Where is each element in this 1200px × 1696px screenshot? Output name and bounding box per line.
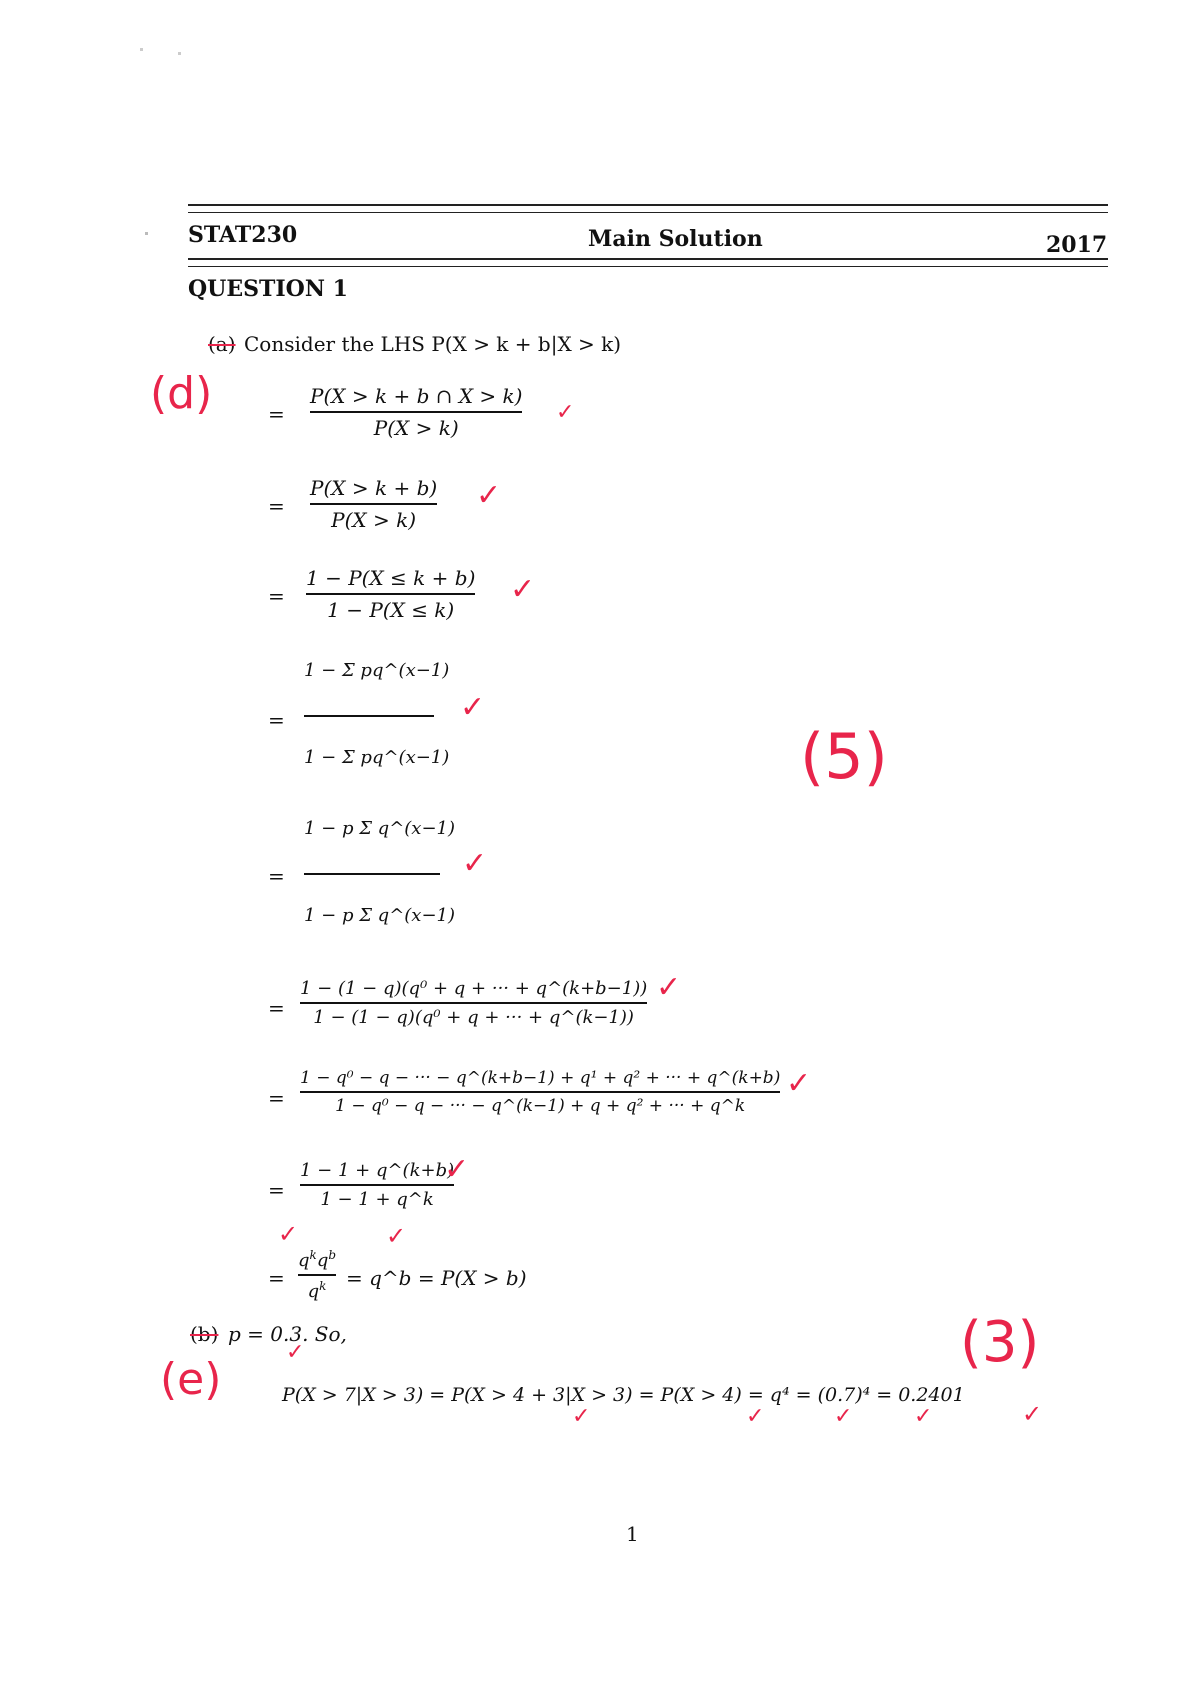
fraction-bar — [300, 1002, 647, 1004]
fraction-step-1 — [310, 384, 522, 440]
check-mark-icon: ✓ — [460, 690, 486, 725]
denominator: 1 − (1 − q)(q⁰ + q + ··· + q^(k−1)) — [313, 1006, 634, 1028]
equals-sign: = — [268, 1178, 285, 1202]
check-mark-icon: ✓ — [510, 572, 536, 607]
equals-sign: = — [268, 996, 285, 1020]
fraction-step-4 — [304, 660, 450, 768]
handwritten-score-b: (3) — [960, 1310, 1040, 1375]
check-mark-icon: ✓ — [278, 1220, 299, 1248]
doc-year: 2017 — [1046, 232, 1108, 258]
scan-speck — [145, 232, 148, 235]
check-mark-icon: ✓ — [834, 1404, 853, 1429]
handwritten-score-a: (5) — [800, 720, 888, 793]
check-mark-icon: ✓ — [914, 1404, 933, 1429]
check-mark-icon: ✓ — [386, 1222, 407, 1250]
numerator: P(X > k + b ∩ X > k) — [310, 384, 523, 408]
numerator: 1 − q⁰ − q − ··· − q^(k+b−1) + q¹ + q² + ··· + q^(k+b) — [300, 1068, 781, 1088]
numerator: 1 − p Σ q^(x−1) — [304, 818, 456, 839]
check-mark-icon: ✓ — [444, 1152, 470, 1187]
denominator: 1 − 1 + q^k — [320, 1188, 434, 1210]
part-a-intro: Consider the LHS P(X > k + b|X > k) — [244, 332, 622, 356]
fraction-step-2 — [310, 476, 437, 532]
fraction-step-8 — [300, 1160, 454, 1210]
fraction-bar — [304, 715, 434, 717]
equals-sign: = — [268, 1086, 285, 1110]
part-b-intro: p = 0.3. So, — [228, 1322, 347, 1346]
fraction-bar — [310, 503, 437, 505]
header-rule-top — [188, 204, 1108, 206]
denominator: P(X > k) — [331, 507, 417, 532]
fraction-bar — [304, 873, 440, 875]
numerator: 1 − (1 − q)(q⁰ + q + ··· + q^(k+b−1)) — [300, 978, 648, 999]
equals-sign: = — [268, 864, 285, 888]
scan-speck — [178, 52, 181, 55]
question-heading: QUESTION 1 — [188, 276, 348, 302]
part-b-label — [190, 1322, 218, 1346]
check-mark-icon: ✓ — [786, 1066, 812, 1101]
check-mark-icon: ✓ — [572, 1404, 591, 1429]
scan-speck — [140, 48, 143, 51]
check-mark-icon: ✓ — [462, 846, 488, 881]
fraction-step-7 — [300, 1068, 780, 1116]
part-a-label — [208, 332, 236, 356]
part-b-equation: P(X > 7|X > 3) = P(X > 4 + 3|X > 3) = P(X > 4) = q⁴ = (0.7)⁴ = 0.2401 — [282, 1384, 965, 1406]
part-a-letter: (a) — [208, 332, 236, 356]
fraction-step-5 — [304, 818, 456, 926]
denominator: 1 − p Σ q^(x−1) — [304, 904, 456, 926]
header-rule-bottom-2 — [188, 266, 1108, 267]
numerator: 1 − Σ pq^(x−1) — [304, 660, 450, 681]
part-b-letter: (b) — [190, 1322, 219, 1346]
denominator: 1 − q⁰ − q − ··· − q^(k−1) + q + q² + ··· + q^k — [335, 1095, 746, 1116]
check-mark-icon: ✓ — [286, 1340, 305, 1365]
check-mark-icon: ✓ — [746, 1404, 765, 1429]
numerator: 1 − 1 + q^(k+b) — [300, 1160, 455, 1181]
fraction-step-3 — [306, 566, 475, 622]
check-mark-icon: ✓ — [656, 970, 682, 1005]
check-mark-icon: ✓ — [556, 400, 575, 425]
fraction-bar — [306, 593, 475, 595]
check-mark-icon: ✓ — [1022, 1400, 1043, 1428]
fraction-final — [298, 1248, 336, 1302]
course-code: STAT230 — [188, 222, 298, 248]
handwritten-mark-e: (e) — [160, 1354, 222, 1405]
denominator: 1 − P(X ≤ k) — [327, 597, 455, 622]
numerator: $q^kq^b$ — [298, 1248, 337, 1271]
fraction-bar — [300, 1091, 780, 1093]
denominator: 1 − Σ pq^(x−1) — [304, 746, 450, 768]
numerator: 1 − P(X ≤ k + b) — [306, 566, 476, 590]
final-result: = q^b = P(X > b) — [346, 1266, 527, 1290]
equals-sign: = — [268, 494, 285, 518]
equals-sign: = — [268, 402, 285, 426]
doc-title: Main Solution — [588, 226, 763, 252]
denominator: $q^k$ — [307, 1278, 327, 1302]
equals-sign: = — [268, 708, 285, 732]
header-rule-top-2 — [188, 212, 1108, 213]
equals-sign: = — [268, 1266, 285, 1290]
fraction-bar — [300, 1184, 454, 1186]
fraction-bar — [310, 411, 522, 413]
denominator: P(X > k) — [373, 415, 459, 440]
fraction-bar — [298, 1274, 336, 1276]
numerator: P(X > k + b) — [310, 476, 438, 500]
header-rule-bottom — [188, 258, 1108, 260]
fraction-step-6 — [300, 978, 647, 1028]
check-mark-icon: ✓ — [476, 478, 502, 513]
equals-sign: = — [268, 584, 285, 608]
page-number: 1 — [626, 1522, 639, 1546]
handwritten-mark-d: (d) — [150, 368, 213, 419]
